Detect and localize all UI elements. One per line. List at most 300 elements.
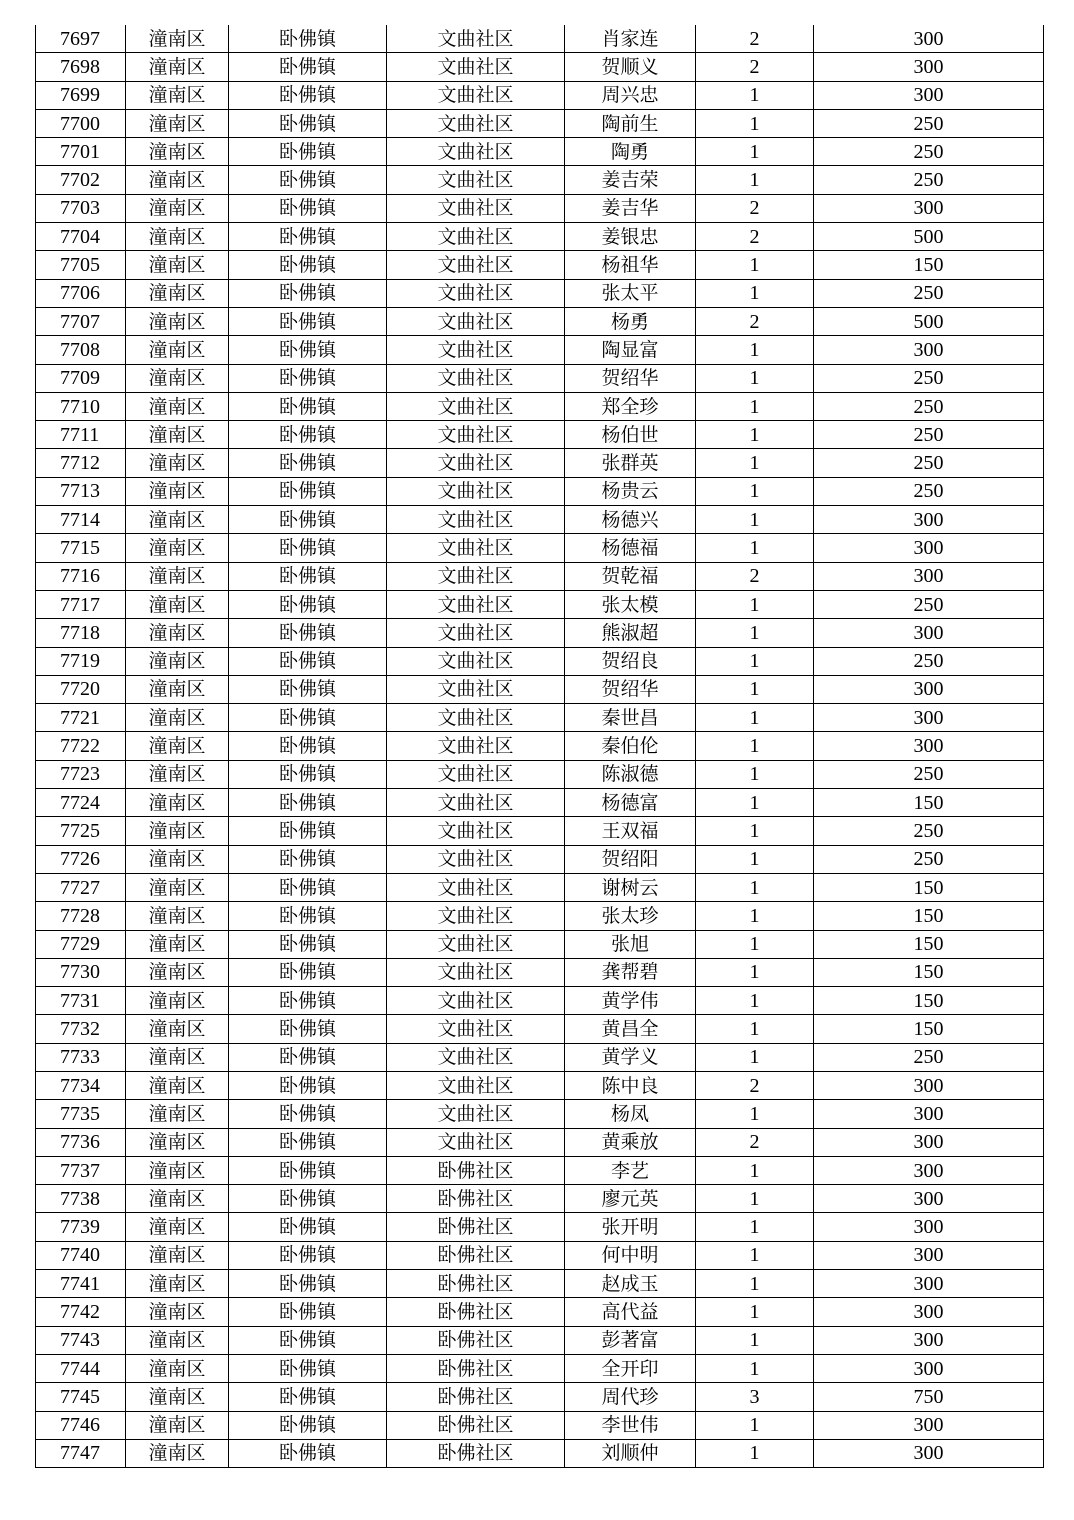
serial-number-cell: 7746 xyxy=(36,1411,126,1439)
household-size-cell: 1 xyxy=(696,789,814,817)
household-size-cell: 1 xyxy=(696,364,814,392)
name-cell: 贺乾福 xyxy=(565,562,696,590)
name-cell: 陶勇 xyxy=(565,138,696,166)
table-row xyxy=(36,449,1044,477)
serial-number-cell: 7727 xyxy=(36,873,126,901)
household-size-cell: 1 xyxy=(696,138,814,166)
name-cell: 陶显富 xyxy=(565,336,696,364)
household-size-cell: 2 xyxy=(696,194,814,222)
serial-number-cell: 7710 xyxy=(36,392,126,420)
community-cell: 文曲社区 xyxy=(387,704,565,732)
name-cell: 熊淑超 xyxy=(565,619,696,647)
community-cell: 卧佛社区 xyxy=(387,1439,565,1467)
name-cell: 姜吉荣 xyxy=(565,166,696,194)
amount-cell: 300 xyxy=(814,534,1044,562)
name-cell: 姜银忠 xyxy=(565,223,696,251)
table-row xyxy=(36,194,1044,222)
amount-cell: 300 xyxy=(814,81,1044,109)
name-cell: 廖元英 xyxy=(565,1185,696,1213)
district-cell: 潼南区 xyxy=(126,506,229,534)
amount-cell: 250 xyxy=(814,590,1044,618)
table-row xyxy=(36,817,1044,845)
town-cell: 卧佛镇 xyxy=(229,364,387,392)
town-cell: 卧佛镇 xyxy=(229,194,387,222)
district-cell: 潼南区 xyxy=(126,81,229,109)
district-cell: 潼南区 xyxy=(126,817,229,845)
name-cell: 陶前生 xyxy=(565,109,696,137)
community-cell: 文曲社区 xyxy=(387,25,565,53)
household-size-cell: 1 xyxy=(696,1015,814,1043)
table-row xyxy=(36,1156,1044,1184)
serial-number-cell: 7747 xyxy=(36,1439,126,1467)
serial-number-cell: 7730 xyxy=(36,958,126,986)
serial-number-cell: 7724 xyxy=(36,789,126,817)
town-cell: 卧佛镇 xyxy=(229,392,387,420)
data-table xyxy=(35,25,1044,1468)
table-row xyxy=(36,845,1044,873)
serial-number-cell: 7722 xyxy=(36,732,126,760)
community-cell: 卧佛社区 xyxy=(387,1241,565,1269)
amount-cell: 300 xyxy=(814,619,1044,647)
district-cell: 潼南区 xyxy=(126,958,229,986)
community-cell: 文曲社区 xyxy=(387,194,565,222)
name-cell: 黄学义 xyxy=(565,1043,696,1071)
amount-cell: 150 xyxy=(814,902,1044,930)
amount-cell: 150 xyxy=(814,930,1044,958)
table-row xyxy=(36,1439,1044,1467)
amount-cell: 300 xyxy=(814,1071,1044,1099)
community-cell: 卧佛社区 xyxy=(387,1156,565,1184)
amount-cell: 250 xyxy=(814,760,1044,788)
district-cell: 潼南区 xyxy=(126,166,229,194)
district-cell: 潼南区 xyxy=(126,902,229,930)
household-size-cell: 1 xyxy=(696,279,814,307)
name-cell: 高代益 xyxy=(565,1298,696,1326)
table-row xyxy=(36,223,1044,251)
amount-cell: 250 xyxy=(814,647,1044,675)
town-cell: 卧佛镇 xyxy=(229,958,387,986)
name-cell: 李世伟 xyxy=(565,1411,696,1439)
table-row xyxy=(36,562,1044,590)
table-row xyxy=(36,1241,1044,1269)
table-row xyxy=(36,675,1044,703)
table-row xyxy=(36,647,1044,675)
town-cell: 卧佛镇 xyxy=(229,1100,387,1128)
amount-cell: 750 xyxy=(814,1383,1044,1411)
serial-number-cell: 7738 xyxy=(36,1185,126,1213)
table-body xyxy=(36,25,1044,1468)
household-size-cell: 1 xyxy=(696,1156,814,1184)
serial-number-cell: 7720 xyxy=(36,675,126,703)
town-cell: 卧佛镇 xyxy=(229,307,387,335)
amount-cell: 300 xyxy=(814,562,1044,590)
serial-number-cell: 7732 xyxy=(36,1015,126,1043)
name-cell: 何中明 xyxy=(565,1241,696,1269)
town-cell: 卧佛镇 xyxy=(229,1213,387,1241)
community-cell: 卧佛社区 xyxy=(387,1298,565,1326)
district-cell: 潼南区 xyxy=(126,421,229,449)
community-cell: 文曲社区 xyxy=(387,760,565,788)
community-cell: 文曲社区 xyxy=(387,506,565,534)
table-row xyxy=(36,251,1044,279)
town-cell: 卧佛镇 xyxy=(229,789,387,817)
name-cell: 黄学伟 xyxy=(565,987,696,1015)
amount-cell: 250 xyxy=(814,449,1044,477)
table-row xyxy=(36,930,1044,958)
town-cell: 卧佛镇 xyxy=(229,251,387,279)
household-size-cell: 1 xyxy=(696,987,814,1015)
table-row xyxy=(36,902,1044,930)
district-cell: 潼南区 xyxy=(126,1411,229,1439)
town-cell: 卧佛镇 xyxy=(229,902,387,930)
table-row xyxy=(36,1015,1044,1043)
community-cell: 卧佛社区 xyxy=(387,1213,565,1241)
amount-cell: 300 xyxy=(814,1439,1044,1467)
household-size-cell: 1 xyxy=(696,619,814,647)
table-row xyxy=(36,336,1044,364)
amount-cell: 250 xyxy=(814,279,1044,307)
name-cell: 杨德富 xyxy=(565,789,696,817)
household-size-cell: 1 xyxy=(696,251,814,279)
name-cell: 张太珍 xyxy=(565,902,696,930)
community-cell: 卧佛社区 xyxy=(387,1411,565,1439)
table-row xyxy=(36,279,1044,307)
community-cell: 文曲社区 xyxy=(387,1015,565,1043)
community-cell: 卧佛社区 xyxy=(387,1326,565,1354)
name-cell: 王双福 xyxy=(565,817,696,845)
district-cell: 潼南区 xyxy=(126,1185,229,1213)
serial-number-cell: 7719 xyxy=(36,647,126,675)
amount-cell: 300 xyxy=(814,1156,1044,1184)
name-cell: 杨祖华 xyxy=(565,251,696,279)
household-size-cell: 1 xyxy=(696,930,814,958)
amount-cell: 300 xyxy=(814,675,1044,703)
community-cell: 文曲社区 xyxy=(387,590,565,618)
household-size-cell: 1 xyxy=(696,506,814,534)
table-row xyxy=(36,506,1044,534)
amount-cell: 250 xyxy=(814,1043,1044,1071)
community-cell: 文曲社区 xyxy=(387,732,565,760)
town-cell: 卧佛镇 xyxy=(229,279,387,307)
table-row xyxy=(36,1213,1044,1241)
household-size-cell: 1 xyxy=(696,534,814,562)
town-cell: 卧佛镇 xyxy=(229,987,387,1015)
town-cell: 卧佛镇 xyxy=(229,1043,387,1071)
name-cell: 谢树云 xyxy=(565,873,696,901)
table-row xyxy=(36,704,1044,732)
amount-cell: 250 xyxy=(814,421,1044,449)
community-cell: 文曲社区 xyxy=(387,675,565,703)
household-size-cell: 1 xyxy=(696,704,814,732)
name-cell: 杨伯世 xyxy=(565,421,696,449)
town-cell: 卧佛镇 xyxy=(229,1128,387,1156)
town-cell: 卧佛镇 xyxy=(229,223,387,251)
town-cell: 卧佛镇 xyxy=(229,477,387,505)
serial-number-cell: 7708 xyxy=(36,336,126,364)
table-row xyxy=(36,1128,1044,1156)
town-cell: 卧佛镇 xyxy=(229,53,387,81)
community-cell: 文曲社区 xyxy=(387,279,565,307)
table-row xyxy=(36,1411,1044,1439)
amount-cell: 150 xyxy=(814,987,1044,1015)
community-cell: 文曲社区 xyxy=(387,1071,565,1099)
table-row xyxy=(36,619,1044,647)
table-row xyxy=(36,138,1044,166)
district-cell: 潼南区 xyxy=(126,647,229,675)
household-size-cell: 1 xyxy=(696,1043,814,1071)
name-cell: 周代珍 xyxy=(565,1383,696,1411)
district-cell: 潼南区 xyxy=(126,987,229,1015)
community-cell: 文曲社区 xyxy=(387,958,565,986)
town-cell: 卧佛镇 xyxy=(229,1071,387,1099)
household-size-cell: 1 xyxy=(696,449,814,477)
district-cell: 潼南区 xyxy=(126,760,229,788)
serial-number-cell: 7707 xyxy=(36,307,126,335)
table-row xyxy=(36,53,1044,81)
serial-number-cell: 7743 xyxy=(36,1326,126,1354)
town-cell: 卧佛镇 xyxy=(229,109,387,137)
district-cell: 潼南区 xyxy=(126,223,229,251)
town-cell: 卧佛镇 xyxy=(229,1326,387,1354)
table-row xyxy=(36,590,1044,618)
district-cell: 潼南区 xyxy=(126,789,229,817)
table-row xyxy=(36,1298,1044,1326)
household-size-cell: 1 xyxy=(696,873,814,901)
household-size-cell: 1 xyxy=(696,166,814,194)
town-cell: 卧佛镇 xyxy=(229,845,387,873)
district-cell: 潼南区 xyxy=(126,1241,229,1269)
name-cell: 张群英 xyxy=(565,449,696,477)
community-cell: 文曲社区 xyxy=(387,1100,565,1128)
district-cell: 潼南区 xyxy=(126,534,229,562)
community-cell: 文曲社区 xyxy=(387,1043,565,1071)
town-cell: 卧佛镇 xyxy=(229,506,387,534)
town-cell: 卧佛镇 xyxy=(229,336,387,364)
amount-cell: 300 xyxy=(814,53,1044,81)
name-cell: 陈中良 xyxy=(565,1071,696,1099)
household-size-cell: 1 xyxy=(696,675,814,703)
name-cell: 杨凤 xyxy=(565,1100,696,1128)
serial-number-cell: 7700 xyxy=(36,109,126,137)
household-size-cell: 1 xyxy=(696,1411,814,1439)
serial-number-cell: 7711 xyxy=(36,421,126,449)
community-cell: 文曲社区 xyxy=(387,477,565,505)
name-cell: 杨贵云 xyxy=(565,477,696,505)
table-row xyxy=(36,392,1044,420)
community-cell: 文曲社区 xyxy=(387,223,565,251)
household-size-cell: 1 xyxy=(696,817,814,845)
name-cell: 黄昌全 xyxy=(565,1015,696,1043)
name-cell: 贺绍华 xyxy=(565,364,696,392)
table-row xyxy=(36,958,1044,986)
serial-number-cell: 7725 xyxy=(36,817,126,845)
name-cell: 张旭 xyxy=(565,930,696,958)
household-size-cell: 1 xyxy=(696,1100,814,1128)
district-cell: 潼南区 xyxy=(126,845,229,873)
district-cell: 潼南区 xyxy=(126,449,229,477)
district-cell: 潼南区 xyxy=(126,873,229,901)
amount-cell: 150 xyxy=(814,1015,1044,1043)
amount-cell: 300 xyxy=(814,1128,1044,1156)
amount-cell: 300 xyxy=(814,1241,1044,1269)
district-cell: 潼南区 xyxy=(126,590,229,618)
town-cell: 卧佛镇 xyxy=(229,1241,387,1269)
serial-number-cell: 7736 xyxy=(36,1128,126,1156)
table-row xyxy=(36,1270,1044,1298)
district-cell: 潼南区 xyxy=(126,392,229,420)
serial-number-cell: 7702 xyxy=(36,166,126,194)
amount-cell: 250 xyxy=(814,138,1044,166)
community-cell: 文曲社区 xyxy=(387,902,565,930)
table-row xyxy=(36,477,1044,505)
serial-number-cell: 7728 xyxy=(36,902,126,930)
town-cell: 卧佛镇 xyxy=(229,1015,387,1043)
household-size-cell: 1 xyxy=(696,81,814,109)
town-cell: 卧佛镇 xyxy=(229,25,387,53)
amount-cell: 300 xyxy=(814,1411,1044,1439)
serial-number-cell: 7744 xyxy=(36,1354,126,1382)
serial-number-cell: 7718 xyxy=(36,619,126,647)
serial-number-cell: 7734 xyxy=(36,1071,126,1099)
town-cell: 卧佛镇 xyxy=(229,562,387,590)
table-row xyxy=(36,364,1044,392)
serial-number-cell: 7726 xyxy=(36,845,126,873)
name-cell: 贺顺义 xyxy=(565,53,696,81)
household-size-cell: 1 xyxy=(696,590,814,618)
table-row xyxy=(36,81,1044,109)
table-row xyxy=(36,789,1044,817)
district-cell: 潼南区 xyxy=(126,251,229,279)
community-cell: 文曲社区 xyxy=(387,647,565,675)
community-cell: 文曲社区 xyxy=(387,53,565,81)
household-size-cell: 1 xyxy=(696,1270,814,1298)
serial-number-cell: 7721 xyxy=(36,704,126,732)
name-cell: 黄乘放 xyxy=(565,1128,696,1156)
serial-number-cell: 7740 xyxy=(36,1241,126,1269)
name-cell: 杨德兴 xyxy=(565,506,696,534)
amount-cell: 300 xyxy=(814,1100,1044,1128)
table-row xyxy=(36,1071,1044,1099)
table-row xyxy=(36,1383,1044,1411)
district-cell: 潼南区 xyxy=(126,1439,229,1467)
district-cell: 潼南区 xyxy=(126,1128,229,1156)
household-size-cell: 1 xyxy=(696,1439,814,1467)
town-cell: 卧佛镇 xyxy=(229,873,387,901)
name-cell: 全开印 xyxy=(565,1354,696,1382)
town-cell: 卧佛镇 xyxy=(229,138,387,166)
serial-number-cell: 7697 xyxy=(36,25,126,53)
town-cell: 卧佛镇 xyxy=(229,675,387,703)
community-cell: 卧佛社区 xyxy=(387,1185,565,1213)
table-row xyxy=(36,307,1044,335)
name-cell: 李艺 xyxy=(565,1156,696,1184)
serial-number-cell: 7733 xyxy=(36,1043,126,1071)
amount-cell: 250 xyxy=(814,845,1044,873)
community-cell: 文曲社区 xyxy=(387,619,565,647)
household-size-cell: 1 xyxy=(696,477,814,505)
community-cell: 文曲社区 xyxy=(387,873,565,901)
household-size-cell: 1 xyxy=(696,732,814,760)
community-cell: 文曲社区 xyxy=(387,109,565,137)
serial-number-cell: 7723 xyxy=(36,760,126,788)
name-cell: 秦世昌 xyxy=(565,704,696,732)
table-row xyxy=(36,1326,1044,1354)
serial-number-cell: 7714 xyxy=(36,506,126,534)
serial-number-cell: 7745 xyxy=(36,1383,126,1411)
table-row xyxy=(36,25,1044,53)
community-cell: 文曲社区 xyxy=(387,845,565,873)
household-size-cell: 2 xyxy=(696,1128,814,1156)
name-cell: 杨德福 xyxy=(565,534,696,562)
serial-number-cell: 7701 xyxy=(36,138,126,166)
amount-cell: 250 xyxy=(814,392,1044,420)
serial-number-cell: 7729 xyxy=(36,930,126,958)
community-cell: 文曲社区 xyxy=(387,392,565,420)
household-size-cell: 2 xyxy=(696,53,814,81)
amount-cell: 500 xyxy=(814,223,1044,251)
household-size-cell: 1 xyxy=(696,1213,814,1241)
amount-cell: 150 xyxy=(814,251,1044,279)
district-cell: 潼南区 xyxy=(126,1015,229,1043)
household-size-cell: 1 xyxy=(696,336,814,364)
serial-number-cell: 7742 xyxy=(36,1298,126,1326)
household-size-cell: 1 xyxy=(696,1185,814,1213)
household-size-cell: 1 xyxy=(696,392,814,420)
table-row xyxy=(36,421,1044,449)
name-cell: 周兴忠 xyxy=(565,81,696,109)
serial-number-cell: 7741 xyxy=(36,1270,126,1298)
amount-cell: 300 xyxy=(814,336,1044,364)
district-cell: 潼南区 xyxy=(126,1326,229,1354)
name-cell: 肖家连 xyxy=(565,25,696,53)
community-cell: 文曲社区 xyxy=(387,307,565,335)
community-cell: 文曲社区 xyxy=(387,930,565,958)
household-size-cell: 1 xyxy=(696,760,814,788)
town-cell: 卧佛镇 xyxy=(229,1270,387,1298)
district-cell: 潼南区 xyxy=(126,336,229,364)
name-cell: 郑全珍 xyxy=(565,392,696,420)
district-cell: 潼南区 xyxy=(126,1383,229,1411)
town-cell: 卧佛镇 xyxy=(229,1298,387,1326)
household-size-cell: 2 xyxy=(696,25,814,53)
town-cell: 卧佛镇 xyxy=(229,647,387,675)
town-cell: 卧佛镇 xyxy=(229,732,387,760)
town-cell: 卧佛镇 xyxy=(229,760,387,788)
town-cell: 卧佛镇 xyxy=(229,1383,387,1411)
district-cell: 潼南区 xyxy=(126,307,229,335)
community-cell: 文曲社区 xyxy=(387,1128,565,1156)
town-cell: 卧佛镇 xyxy=(229,704,387,732)
town-cell: 卧佛镇 xyxy=(229,449,387,477)
town-cell: 卧佛镇 xyxy=(229,534,387,562)
serial-number-cell: 7715 xyxy=(36,534,126,562)
town-cell: 卧佛镇 xyxy=(229,1185,387,1213)
name-cell: 贺绍良 xyxy=(565,647,696,675)
community-cell: 文曲社区 xyxy=(387,817,565,845)
community-cell: 文曲社区 xyxy=(387,81,565,109)
district-cell: 潼南区 xyxy=(126,732,229,760)
serial-number-cell: 7704 xyxy=(36,223,126,251)
serial-number-cell: 7703 xyxy=(36,194,126,222)
name-cell: 彭著富 xyxy=(565,1326,696,1354)
table-row xyxy=(36,1100,1044,1128)
district-cell: 潼南区 xyxy=(126,279,229,307)
district-cell: 潼南区 xyxy=(126,1156,229,1184)
community-cell: 文曲社区 xyxy=(387,449,565,477)
name-cell: 陈淑德 xyxy=(565,760,696,788)
serial-number-cell: 7735 xyxy=(36,1100,126,1128)
district-cell: 潼南区 xyxy=(126,109,229,137)
